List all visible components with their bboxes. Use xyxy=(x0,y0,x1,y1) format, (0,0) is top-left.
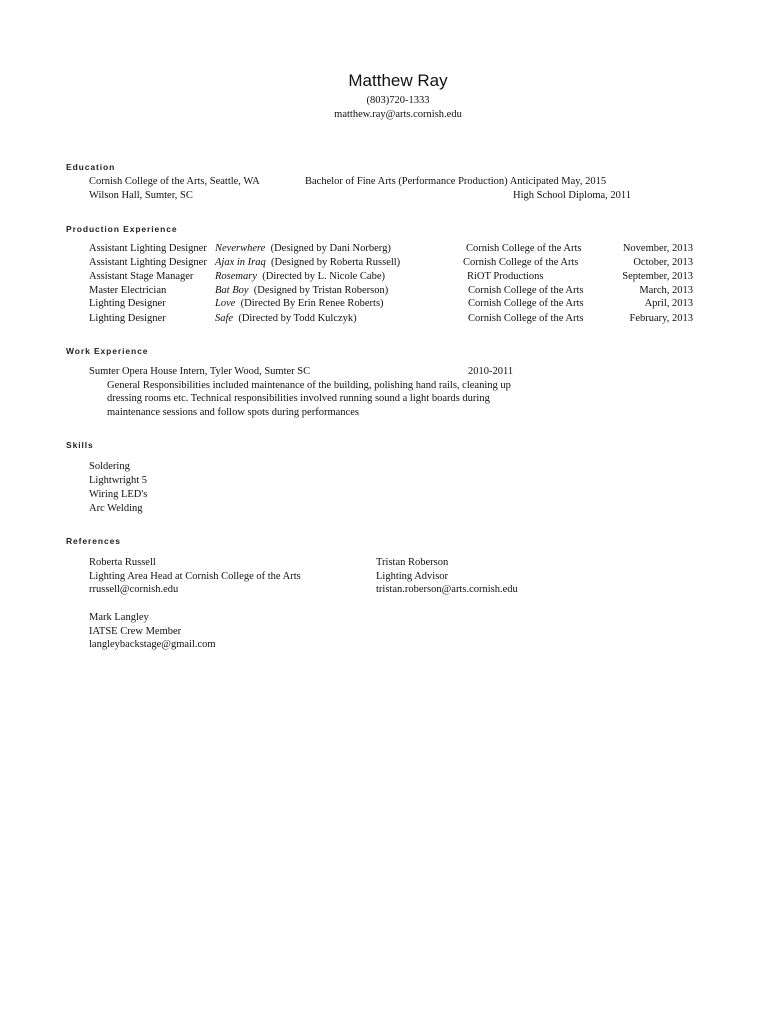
phone-number: (803)720-1333 xyxy=(366,95,430,106)
show-credit: (Directed by L. Nicole Cabe) xyxy=(262,271,385,282)
production-show xyxy=(215,284,388,297)
production-date: April, 2013 xyxy=(644,298,693,309)
education-degree: High School Diploma, 2011 xyxy=(513,190,632,201)
production-venue: Cornish College of the Arts xyxy=(468,298,584,309)
skill-item: Lightwright 5 xyxy=(89,475,148,486)
reference-title: Lighting Advisor xyxy=(376,571,449,582)
production-venue: Cornish College of the Arts xyxy=(466,243,582,254)
production-role: Assistant Lighting Designer xyxy=(89,243,207,254)
work-description-line: dressing rooms etc. Technical responsibilities involved running sound a light boards during xyxy=(107,393,490,404)
show-title: Neverwhere xyxy=(215,243,266,254)
production-date: September, 2013 xyxy=(622,271,693,282)
show-credit: (Designed by Dani Norberg) xyxy=(270,243,391,254)
production-heading: Production Experience xyxy=(66,224,178,234)
production-date: November, 2013 xyxy=(622,243,693,254)
production-venue: Cornish College of the Arts xyxy=(468,285,584,296)
education-school: Wilson Hall, Sumter, SC xyxy=(89,190,193,201)
work-description-line: General Responsibilities included maintenance of the building, polishing hand rails, cleaning up xyxy=(107,380,511,391)
production-role: Lighting Designer xyxy=(89,313,166,324)
production-role: Assistant Lighting Designer xyxy=(89,257,207,268)
production-show xyxy=(215,312,357,325)
resume-name: Matthew Ray xyxy=(348,71,448,90)
production-show xyxy=(215,242,391,255)
production-date: February, 2013 xyxy=(629,313,693,324)
skill-item: Soldering xyxy=(89,461,130,472)
reference-name: Mark Langley xyxy=(89,612,149,623)
show-credit: (Directed By Erin Renee Roberts) xyxy=(240,298,384,309)
reference-title: IATSE Crew Member xyxy=(89,626,182,637)
skill-item: Arc Welding xyxy=(89,503,143,514)
show-credit: (Designed by Tristan Roberson) xyxy=(253,285,389,296)
work-years: 2010-2011 xyxy=(468,366,514,377)
reference-name: Roberta Russell xyxy=(89,557,156,568)
skills-heading: Skills xyxy=(66,440,94,450)
production-show xyxy=(215,270,385,283)
education-degree: Bachelor of Fine Arts (Performance Production) Anticipated May, 2015 xyxy=(305,176,607,187)
production-role: Master Electrician xyxy=(89,285,167,296)
reference-email: langleybackstage@gmail.com xyxy=(89,639,216,650)
show-credit: (Directed by Todd Kulczyk) xyxy=(238,313,357,324)
production-role: Assistant Stage Manager xyxy=(89,271,194,282)
production-date: March, 2013 xyxy=(639,285,693,296)
reference-title: Lighting Area Head at Cornish College of the Arts xyxy=(89,571,301,582)
production-venue: Cornish College of the Arts xyxy=(463,257,579,268)
show-title: Rosemary xyxy=(215,271,257,282)
production-show xyxy=(215,256,400,269)
references-heading: References xyxy=(66,536,121,546)
show-title: Ajax in Iraq xyxy=(215,257,266,268)
work-title: Sumter Opera House Intern, Tyler Wood, Sumter SC xyxy=(89,366,311,377)
reference-email: tristan.roberson@arts.cornish.edu xyxy=(376,584,518,595)
show-title: Safe xyxy=(215,313,234,324)
reference-email: rrussell@cornish.edu xyxy=(89,584,179,595)
skill-item: Wiring LED's xyxy=(89,489,148,500)
show-title: Love xyxy=(215,298,236,309)
production-venue: RiOT Productions xyxy=(467,271,544,282)
production-date: October, 2013 xyxy=(633,257,693,268)
work-description-line: maintenance sessions and follow spots during performances xyxy=(107,407,359,418)
show-credit: (Designed by Roberta Russell) xyxy=(271,257,401,268)
education-school: Cornish College of the Arts, Seattle, WA xyxy=(89,176,260,187)
work-heading: Work Experience xyxy=(66,346,149,356)
reference-name: Tristan Roberson xyxy=(376,557,449,568)
production-role: Lighting Designer xyxy=(89,298,166,309)
production-show xyxy=(215,297,384,310)
education-heading: Education xyxy=(66,162,116,172)
show-title: Bat Boy xyxy=(215,285,249,296)
production-venue: Cornish College of the Arts xyxy=(468,313,584,324)
email-address: matthew.ray@arts.cornish.edu xyxy=(334,109,462,120)
